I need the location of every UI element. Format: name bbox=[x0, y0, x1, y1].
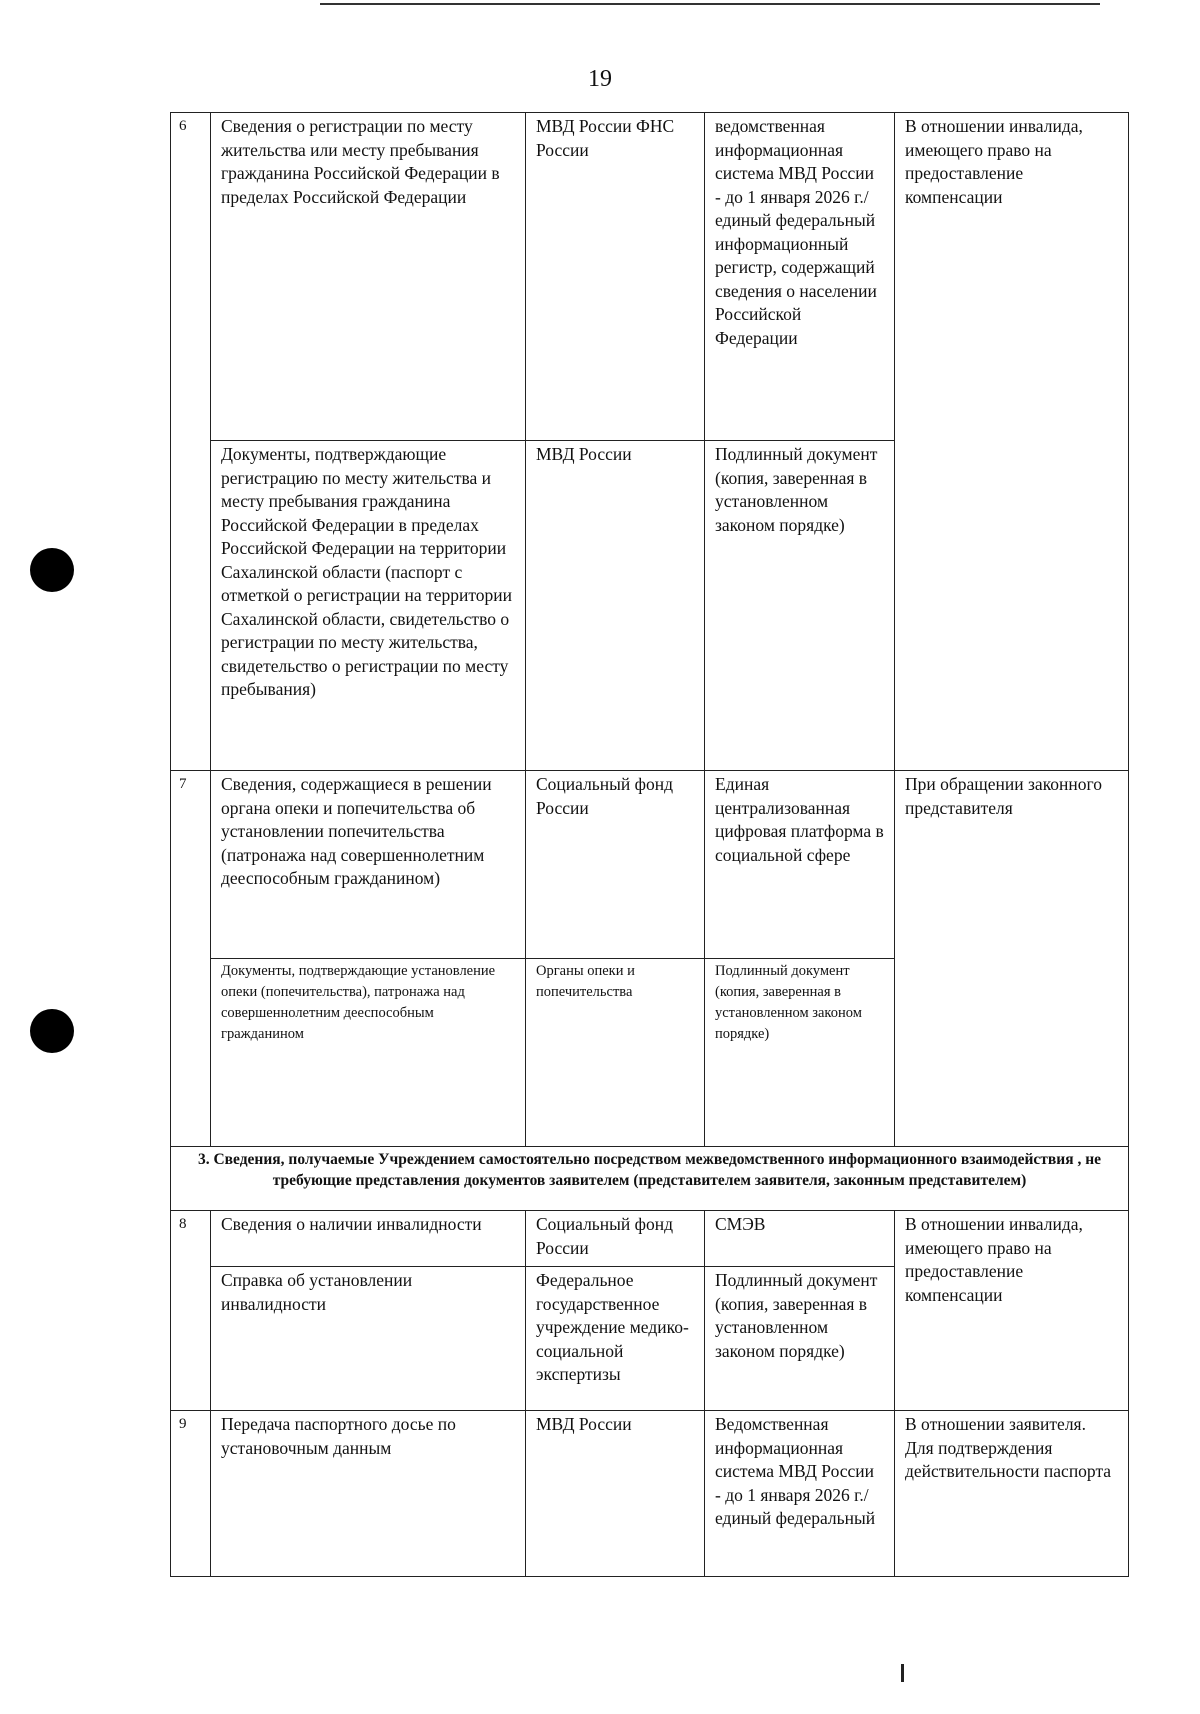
info-cell: Документы, подтверждающие установление опеки (попечительства), патронажа над совершеннолетним дееспособным гражданином bbox=[211, 959, 526, 1147]
note-cell: В отношении инвалида, имеющего право на предоставление компенсации bbox=[895, 1211, 1129, 1411]
section-header-row bbox=[171, 1147, 1129, 1211]
source-cell: СМЭВ bbox=[705, 1211, 895, 1267]
table-row bbox=[171, 1211, 1129, 1267]
source-cell: ведомственная информационная система МВД России - до 1 января 2026 г./единый федеральный информационный регистр, содержащий сведения о населении Российской Федерации bbox=[705, 113, 895, 441]
info-cell: Справка об установлении инвалидности bbox=[211, 1267, 526, 1411]
services-table bbox=[170, 112, 1129, 1577]
source-cell: Ведомственная информационная система МВД России - до 1 января 2026 г./единый федеральный bbox=[705, 1411, 895, 1577]
organization-cell: Органы опеки и попечительства bbox=[526, 959, 705, 1147]
source-cell: Подлинный документ (копия, заверенная в установленном законом порядке) bbox=[705, 441, 895, 771]
table-row bbox=[171, 771, 1129, 959]
organization-cell: МВД России bbox=[526, 1411, 705, 1577]
row-number: 7 bbox=[171, 771, 211, 1147]
organization-cell: Социальный фонд России bbox=[526, 1211, 705, 1267]
note-cell: При обращении законного представителя bbox=[895, 771, 1129, 1147]
info-cell: Сведения, содержащиеся в решении органа опеки и попечительства об установлении попечительства (патронажа над совершеннолетним дееспособным гражданином) bbox=[211, 771, 526, 959]
info-cell: Передача паспортного досье по установочным данным bbox=[211, 1411, 526, 1577]
punch-hole bbox=[30, 1009, 74, 1053]
top-scan-edge bbox=[320, 3, 1100, 5]
punch-hole bbox=[30, 548, 74, 592]
page-number: 19 bbox=[588, 66, 612, 92]
source-cell: Подлинный документ (копия, заверенная в установленном законом порядке) bbox=[705, 1267, 895, 1411]
source-cell: Подлинный документ (копия, заверенная в установленном законом порядке) bbox=[705, 959, 895, 1147]
info-cell: Сведения о наличии инвалидности bbox=[211, 1211, 526, 1267]
row-number: 9 bbox=[171, 1411, 211, 1577]
organization-cell: Федеральное государственное учреждение медико-социальной экспертизы bbox=[526, 1267, 705, 1411]
row-number: 6 bbox=[171, 113, 211, 771]
organization-cell: МВД России bbox=[526, 441, 705, 771]
note-cell: В отношении заявителя. Для подтверждения действительности паспорта bbox=[895, 1411, 1129, 1577]
source-cell: Единая централизованная цифровая платформа в социальной сфере bbox=[705, 771, 895, 959]
row-number: 8 bbox=[171, 1211, 211, 1411]
table-row bbox=[171, 1411, 1129, 1577]
info-cell: Сведения о регистрации по месту жительства или месту пребывания гражданина Российской Федерации в пределах Российской Федерации bbox=[211, 113, 526, 441]
organization-cell: Социальный фонд России bbox=[526, 771, 705, 959]
section-heading: 3. Сведения, получаемые Учреждением самостоятельно посредством межведомственного информационного взаимодействия , не требующие представления документов заявителем (представителем заявителя, законным представителем) bbox=[171, 1147, 1129, 1211]
scan-mark bbox=[901, 1664, 904, 1682]
info-cell: Документы, подтверждающие регистрацию по месту жительства и месту пребывания гражданина Российской Федерации в пределах Российской Федерации на территории Сахалинской области (паспорт с отметкой о регистрации на территории Сахалинской области, свидетельство о регистрации по месту жительства, свидетельство о регистрации по месту пребывания) bbox=[211, 441, 526, 771]
organization-cell: МВД России ФНС России bbox=[526, 113, 705, 441]
note-cell: В отношении инвалида, имеющего право на предоставление компенсации bbox=[895, 113, 1129, 771]
table-row bbox=[171, 113, 1129, 441]
